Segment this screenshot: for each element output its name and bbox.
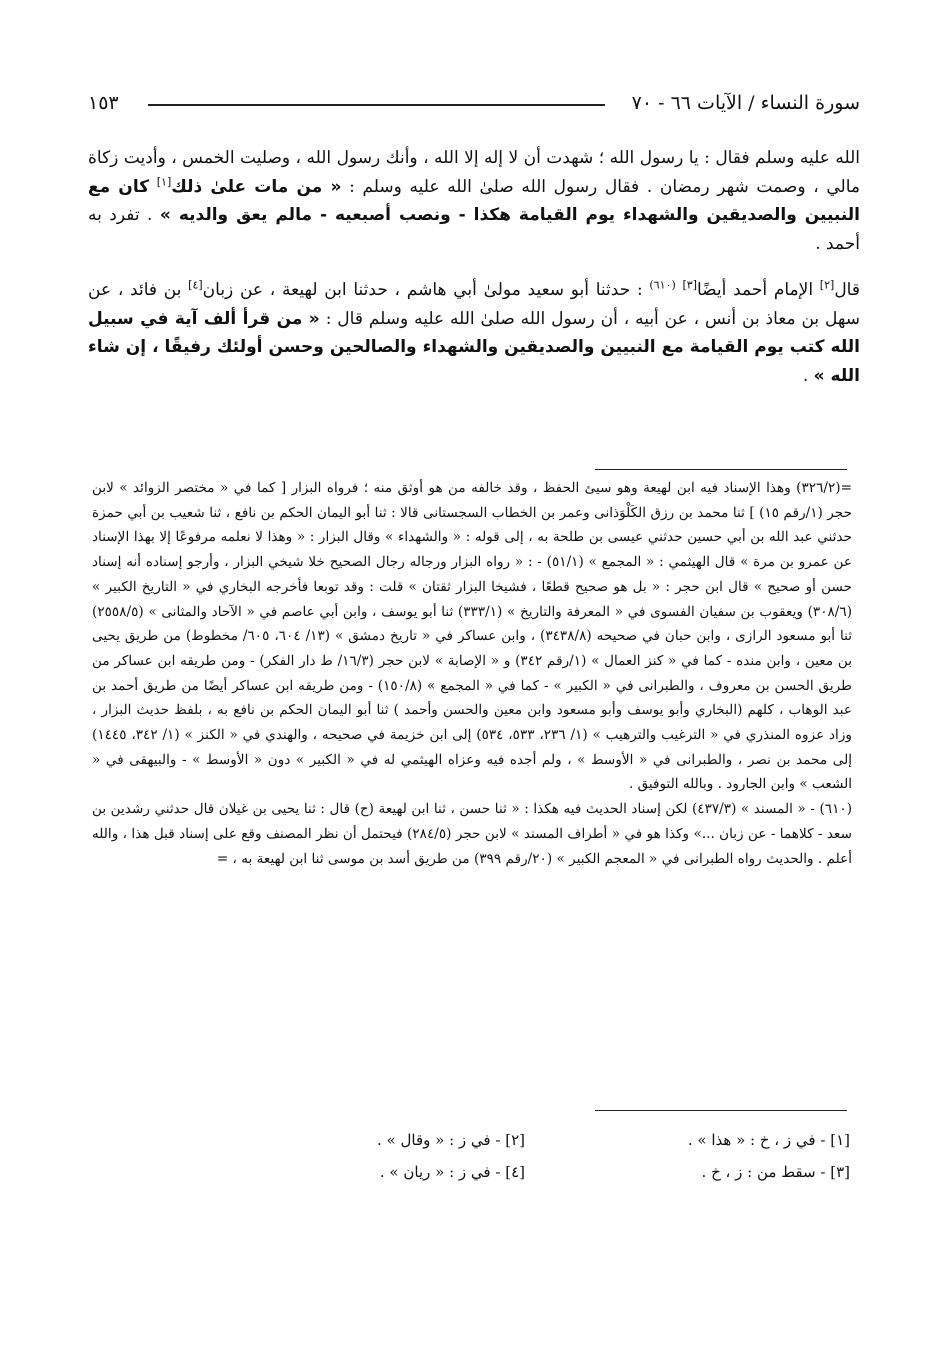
variant-text: في ز : « وقال » . bbox=[377, 1131, 491, 1149]
variants-separator bbox=[595, 1110, 847, 1111]
variant-item bbox=[200, 1163, 525, 1181]
page-header bbox=[88, 82, 860, 126]
variant-item bbox=[525, 1163, 850, 1181]
hadith-2-t1: قال bbox=[834, 280, 860, 300]
footnote-610: (٦١٠) - « المسند » (٤٣٧/٣) لكن إسناد الحديث فيه هكذا : « ثنا حسن ، ثنا ابن لهيعة (ح) قال : ثنا يحيى بن غيلان قال حدثني رشدين بن سعد - كلاهما - عن زبان ...» وكذا هو في « أطراف المسند » لابن حجر (٢٨٤/٥) فيحتمل أن نظر المصنف وقع على إسناد قبل هذا ، والله أعلم . والحديث رواه الطبرانى في « المعجم الكبير » (٢٠/رقم ٣٩٩) من طريق أسد بن موسى ثنا ابن لهيعة به ، = bbox=[92, 801, 852, 867]
paragraph-hadith-1 bbox=[88, 144, 860, 258]
main-text bbox=[88, 144, 860, 390]
footnote-ref-610[interactable]: (٦١٠) bbox=[649, 278, 676, 292]
variant-ref-3[interactable]: [٣] bbox=[682, 278, 697, 292]
hadith-1-matn-b: كان مع النبيين والصديقين والشهداء يوم القيامة هكذا - ونصب أصبعيه - مالم يعق والديه » bbox=[88, 176, 860, 225]
variant-ref-4[interactable]: [٤] bbox=[188, 278, 203, 292]
hadith-2-matn: « من قرأ ألف آية في سبيل الله كتب يوم القيامة مع النبيين والصديقين والشهداء والصالحين وحسن أولئك رفيقًا ، إن شاء الله » bbox=[88, 308, 860, 386]
manuscript-variants bbox=[200, 1124, 850, 1188]
variant-label: [٣] - bbox=[820, 1163, 850, 1181]
variant-text: في ز ، خ : « هذا » . bbox=[687, 1131, 816, 1149]
variant-ref-2[interactable]: [٢] bbox=[819, 278, 835, 292]
variants-row bbox=[200, 1124, 850, 1156]
variants-row bbox=[200, 1156, 850, 1188]
variant-label: [١] - bbox=[820, 1131, 850, 1149]
footnote-separator bbox=[595, 469, 847, 470]
hadith-2-t4: بن فائد ، عن سهل بن معاذ بن أنس ، عن أبيه ، أن رسول الله صلىٰ الله عليه وسلم قال : bbox=[88, 280, 860, 329]
header-rule bbox=[148, 104, 605, 106]
variant-label: [٤] - bbox=[495, 1163, 525, 1181]
hadith-1-intro: الله عليه وسلم فقال : يا رسول الله ؛ شهدت أن لا إله إلا الله ، وأنك رسول الله ، وصليت الخمس ، وأديت زكاة مالي ، وصمت شهر رمضان . فقال رسول الله صلىٰ الله عليه وسلم : bbox=[88, 148, 860, 197]
variant-text: في ز : « ريان » . bbox=[379, 1163, 491, 1181]
variant-label: [٢] - bbox=[495, 1131, 525, 1149]
page-number: ١٥٣ bbox=[88, 92, 119, 114]
variant-item bbox=[200, 1131, 525, 1149]
hadith-1-outro: . تفرد به أحمد . bbox=[88, 205, 860, 254]
footnotes bbox=[92, 476, 852, 871]
variant-ref-1[interactable]: [١] bbox=[156, 174, 172, 188]
running-title: سورة النساء / الآيات ٦٦ - ٧٠ bbox=[631, 92, 860, 114]
paragraph-hadith-2 bbox=[88, 276, 860, 390]
hadith-2-t5: . bbox=[802, 365, 809, 386]
variant-text: سقط من : ز ، خ . bbox=[701, 1163, 816, 1181]
variant-item bbox=[525, 1131, 850, 1149]
footnote-326-continued: =(٣٢٦/٢) وهذا الإسناد فيه ابن لهيعة وهو سيئ الحفظ ، وقد خالفه من هو أوثق منه ؛ فرواه البزار [ كما في « مختصر الزوائد » لابن حجر (١/رقم ١٥) ] ثنا محمد بن رزق الكَلْوَذانى وعمر بن الخطاب السجستانى قالا : ثنا أبو اليمان الحكم بن نافع ، ثنا شعيب بن أبي حمزة حدثني عبد الله بن أبي حسين حدثني عيسى بن طلحة به ، إلى قوله : « والشهداء » وقال البزار : « وهذا لا نعلمه مرفوعًا إلا بهذا الإسناد عن عمرو بن مرة » قال الهيثمي : « المجمع » (٥١/١) - : « رواه البزار ورجاله رجال الصحيح خلا شيخي البزار ، وأرجو إسناده أنه إسناد حسن أو صحيح » قال ابن حجر : « بل هو صحيح قطعًا ، فشيخا البزار ثقتان » قلت : وقد توبعا فأخرجه البخاري في « التاريخ الكبير » (٣٠٨/٦) ويعقوب بن سفيان الفسوى في « المعرفة والتاريخ » (٣٣٣/١) ثنا أبو يوسف ، وابن أبي عاصم في « الآحاد والمثانى » (٢٥٥٨/٥) ثنا أبو مسعود الرازى ، وابن حبان في صحيحه (٣٤٣٨/٨) ، وابن عساكر في « تاريخ دمشق » (١٣/ ٦٠٤، ٦٠٥/ مخطوط) من طريق يحيى بن معين ، وابن منده - كما في « كنز العمال » (١/رقم ٣٤٢) و « الإصابة » لابن حجر (١٦/٣/ ط دار الفكر) - ومن طريقه ابن عساكر من طريق الحسن بن معروف ، والطبرانى في « الكبير » - كما في « المجمع » (١٥٠/٨) - ومن طريقه ابن عساكر أيضًا من طريق أحمد بن عبد الوهاب ، كلهم (البخاري وأبو يوسف وأبو مسعود وابن معين والحسن وأحمد ) ثنا أبو اليمان الحكم بن نافع به ، بلفظ حديث البزار ، وزاد عزوه المنذري في « الترغيب والترهيب » (١/ ٢٣٦، ٥٣٣، ٥٣٤) إلى ابن خزيمة في صحيحه ، والهندي في « الكنز » (١/ ٣٤٢، ١٤٤٥) إلى محمد بن نصر ، والطبرانى في « الأوسط » ، ولم أجده فيه وعزاه الهيثمي له في « الكبير » دون « الأوسط » - والبيهقى في « الشعب » وابن الجارود . وبالله التوفيق . bbox=[92, 480, 852, 793]
hadith-1-matn-a: « من مات علىٰ ذلك bbox=[171, 176, 342, 197]
hadith-2-t2: الإمام أحمد أيضًا bbox=[697, 280, 814, 300]
hadith-2-t3: : حدثنا أبو سعيد مولىٰ أبي هاشم ، حدثنا ابن لهيعة ، عن زبان bbox=[202, 280, 643, 300]
